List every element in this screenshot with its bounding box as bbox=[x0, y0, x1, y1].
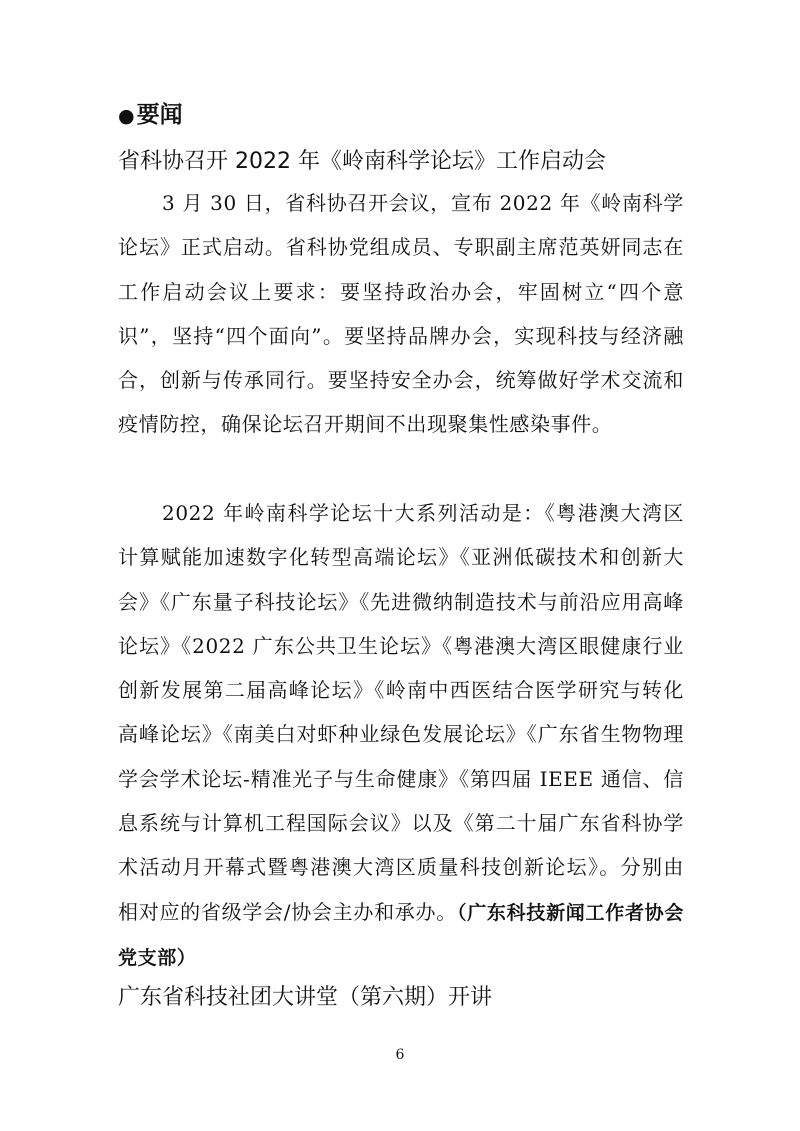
next-article-title: 广东省科技社团大讲堂（第六期）开讲 bbox=[118, 985, 493, 1010]
paragraph-2-text: 2022 年岭南科学论坛十大系列活动是：《粤港澳大湾区计算赋能加速数字化转型高端论坛》《亚洲低碳技术和创新大会》《广东量子科技论坛》《先进微纳制造技术与前沿应用高峰论坛》《2022 广东公共卫生论坛》《粤港澳大湾区眼健康行业创新发展第二届高峰论坛》《岭南中西医结合医学研究与转化高峰论坛》《南美白对虾种业绿色发展论坛》《广东省生物物理学会学术论坛-精准光子与生命健康》《第四届 IEEE 通信、信息系统与计算机工程国际会议》以及《第二十届广东省科协学术活动月开幕式暨粤港澳大湾区质量科技创新论坛》。分别由相对应的省级学会/协会主办和承办。 bbox=[118, 501, 684, 924]
article-paragraph-2 bbox=[118, 491, 684, 980]
section-heading bbox=[118, 99, 183, 132]
article-title: 省科协召开 2022 年《岭南科学论坛》工作启动会 bbox=[118, 149, 606, 174]
paragraph-1-text: 3 月 30 日，省科协召开会议，宣布 2022 年《岭南科学论坛》正式启动。省科协党组成员、专职副主席范英妍同志在工作启动会议上要求：要坚持政治办会，牢固树立“四个意识”，坚持“四个面向”。要坚持品牌办会，实现科技与经济融合，创新与传承同行。要坚持安全办会，统筹做好学术交流和疫情防控，确保论坛召开期间不出现聚集性感染事件。 bbox=[118, 191, 684, 437]
article-source: （广东科技新闻工作者协会党支部） bbox=[118, 901, 684, 969]
article-paragraph-1 bbox=[118, 181, 684, 447]
section-label: 要闻 bbox=[136, 102, 183, 128]
bullet-icon: ● bbox=[118, 105, 135, 127]
page-number: 6 bbox=[395, 1047, 405, 1063]
